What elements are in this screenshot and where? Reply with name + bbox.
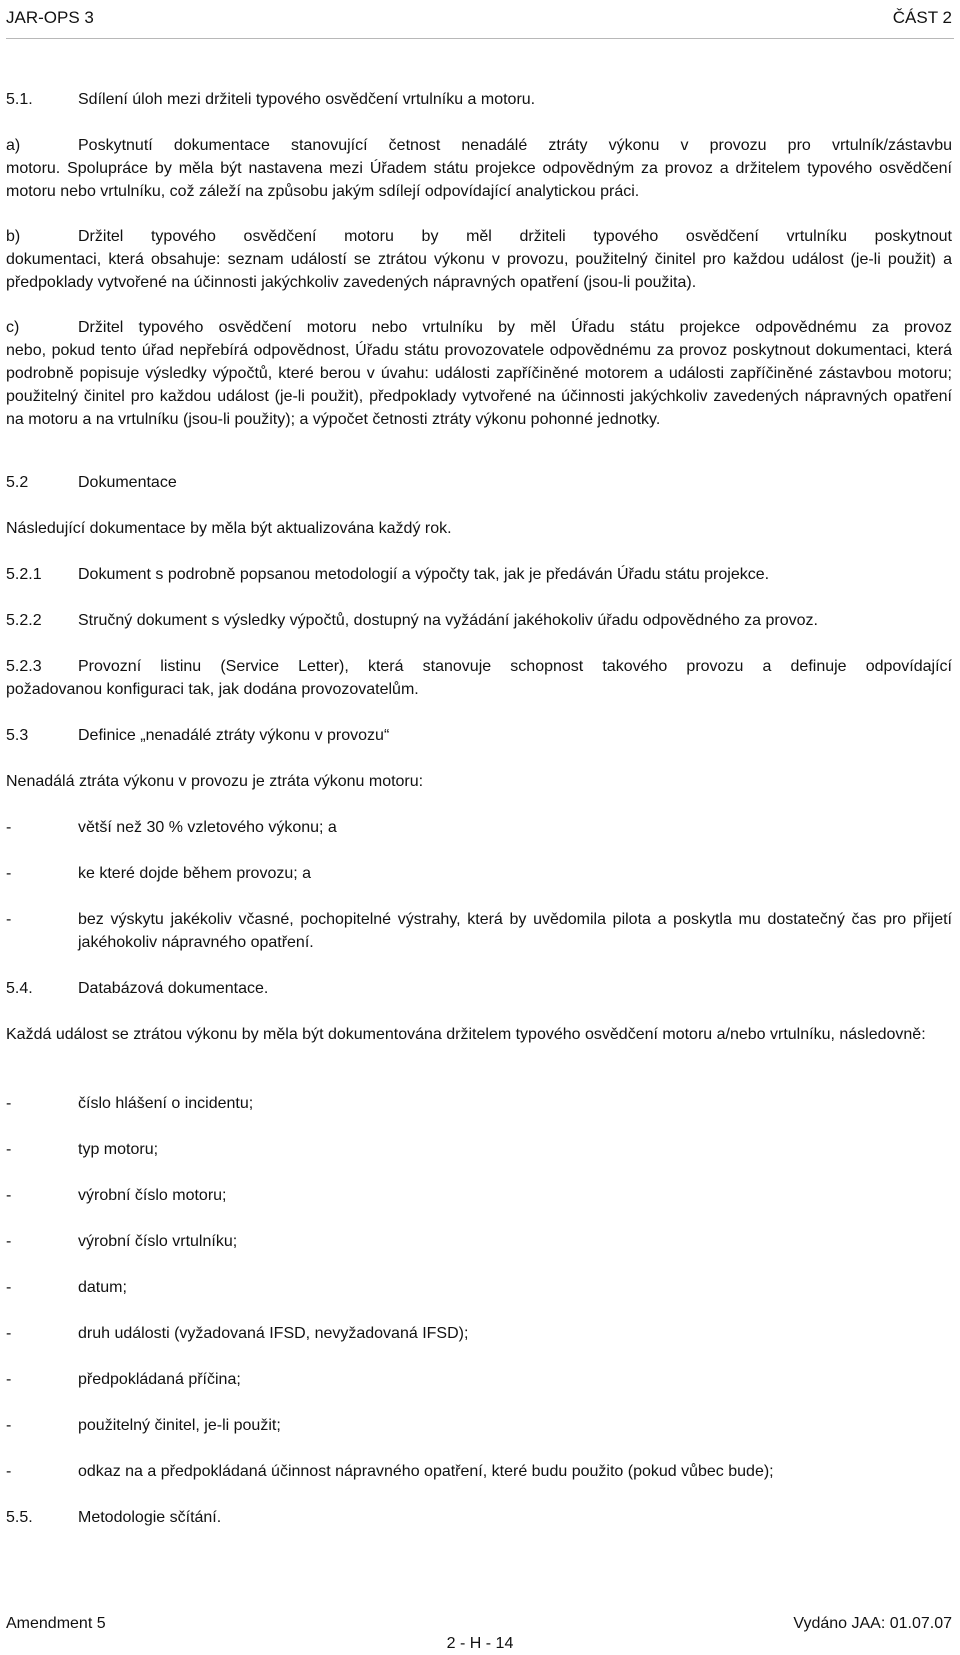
page-header — [6, 4, 954, 39]
list-item-text: bez výskytu jakékoliv včasné, pochopitelné výstrahy, která by uvědomila pilota a poskytla mu dostatečný čas pro přijetí jakéhokoliv nápravného opatření. — [78, 911, 952, 951]
section-text: požadovanou konfiguraci tak, jak dodána provozovatelům. — [6, 681, 419, 698]
section-text: Dokument s podrobně popsanou metodologií a výpočty tak, jak je předáván Úřadu státu projekce. — [78, 566, 770, 583]
list-dash: - — [6, 1279, 12, 1296]
section-number: 5.1. — [6, 91, 33, 108]
section-5-2-intro: Následující dokumentace by měla být aktualizována každý rok. — [6, 520, 452, 537]
section-title: Sdílení úloh mezi držiteli typového osvědčení vrtulníku a motoru. — [78, 91, 536, 108]
list-item-text: datum; — [78, 1279, 127, 1296]
list-dash: - — [6, 1187, 12, 1204]
paragraph-text: nebo, pokud tento úřad nepřebírá odpovědnost, Úřadu státu provozovatele odpovědnému za provoz poskytnout dokumentaci, která podrobně popisuje výsledky výpočtů, které berou v úvahu: události zapříčiněné motorem a události zapříčiněné zástavbou motoru; použitelný činitel pro každou událost (je-li použit), předpoklady vytvořené na účinnosti jakýchkoliv zavedených nápravných opatření na motoru a na vrtulníku (jsou-li použity); a výpočet četnosti ztráty výkonu pohonné jednotky. — [6, 342, 952, 428]
section-5-2-2 — [6, 609, 952, 632]
paragraph-a — [6, 134, 952, 203]
paragraph-label: b) — [6, 228, 21, 245]
list-item — [6, 1276, 952, 1299]
paragraph-label: a) — [6, 137, 21, 154]
section-5-2-heading — [6, 471, 952, 494]
list-dash: - — [6, 1233, 12, 1250]
paragraph-text: motoru. Spolupráce by měla být nastavena mezi Úřadem státu projekce odpovědným za provoz a držitelem typového osvědčení motoru nebo vrtulníku, což záleží na způsobu jakým sdílejí odpovídající analytickou práci. — [6, 160, 952, 200]
section-number: 5.4. — [6, 980, 33, 997]
list-item — [6, 1184, 952, 1207]
list-item — [6, 1138, 952, 1161]
section-first-line: Provozní listinu (Service Letter), která stanovuje schopnost takového provozu a definuje odpovídající — [78, 658, 952, 675]
list-dash: - — [6, 819, 12, 836]
section-number: 5.5. — [6, 1509, 33, 1526]
list-dash: - — [6, 865, 12, 882]
section-number: 5.2.2 — [6, 612, 42, 629]
list-dash: - — [6, 1371, 12, 1388]
paragraph-b — [6, 225, 952, 294]
list-item-text: typ motoru; — [78, 1141, 159, 1158]
section-number: 5.2.1 — [6, 566, 42, 583]
section-text: Stručný dokument s výsledky výpočtů, dostupný na vyžádání jakéhokoliv úřadu odpovědného za provoz. — [78, 612, 818, 629]
paragraph-first-line: Držitel typového osvědčení motoru by měl držiteli typového osvědčení vrtulníku poskytnout — [78, 228, 952, 245]
list-item-text: použitelný činitel, je-li použit; — [78, 1417, 281, 1434]
paragraph-first-line: Držitel typového osvědčení motoru nebo vrtulníku by měl Úřadu státu projekce odpovědnému za provoz — [78, 319, 952, 336]
section-5-1-heading — [6, 88, 952, 111]
header-part: ČÁST 2 — [892, 8, 952, 27]
header-doc-id: JAR-OPS 3 — [6, 8, 94, 27]
list-item — [6, 908, 952, 954]
paragraph-label: c) — [6, 319, 20, 336]
list-item-text: odkaz na a předpokládaná účinnost nápravného opatření, které budu použito (pokud vůbec bude); — [78, 1463, 774, 1480]
list-item — [6, 1092, 952, 1115]
list-item — [6, 1460, 952, 1483]
section-5-2-1 — [6, 563, 952, 586]
section-number: 5.2.3 — [6, 658, 42, 675]
section-title: Metodologie sčítání. — [78, 1509, 222, 1526]
list-item — [6, 1368, 952, 1391]
paragraph-first-line: Poskytnutí dokumentace stanovující četnost nenadálé ztráty výkonu v provozu pro vrtulník/zástavbu — [78, 137, 952, 154]
footer-issue-date: Vydáno JAA: 01.07.07 — [793, 1615, 952, 1632]
paragraph-text: dokumentaci, která obsahuje: seznam událostí se ztrátou výkonu v provozu, použitelný činitel pro každou událost (je-li použit) a předpoklady vytvořené na účinnosti jakýchkoliv zavedených nápravných opatření (jsou-li použita). — [6, 251, 952, 291]
section-title: Definice „nenadálé ztráty výkonu v provozu“ — [78, 727, 390, 744]
list-item-text: výrobní číslo vrtulníku; — [78, 1233, 238, 1250]
list-dash: - — [6, 911, 12, 928]
list-dash: - — [6, 1141, 12, 1158]
list-item-text: číslo hlášení o incidentu; — [78, 1095, 254, 1112]
list-item — [6, 1322, 952, 1345]
list-item — [6, 1414, 952, 1437]
section-5-4-intro: Každá událost se ztrátou výkonu by měla být dokumentována držitelem typového osvědčení motoru a/nebo vrtulníku, následovně: — [6, 1026, 926, 1043]
list-item — [6, 1230, 952, 1253]
list-item-text: druh události (vyžadovaná IFSD, nevyžadovaná IFSD); — [78, 1325, 469, 1342]
list-item-text: ke které dojde během provozu; a — [78, 865, 312, 882]
section-5-4-heading — [6, 977, 952, 1000]
list-dash: - — [6, 1325, 12, 1342]
section-5-2-3 — [6, 655, 952, 701]
list-dash: - — [6, 1463, 12, 1480]
list-dash: - — [6, 1095, 12, 1112]
section-title: Databázová dokumentace. — [78, 980, 269, 997]
footer-amendment: Amendment 5 — [6, 1615, 106, 1632]
section-title: Dokumentace — [78, 474, 177, 491]
list-dash: - — [6, 1417, 12, 1434]
list-item-text: předpokládaná příčina; — [78, 1371, 241, 1388]
paragraph-c — [6, 316, 952, 431]
section-5-3-heading — [6, 724, 952, 747]
section-5-3-intro: Nenadálá ztráta výkonu v provozu je ztráta výkonu motoru: — [6, 773, 424, 790]
list-item — [6, 862, 952, 885]
section-5-5-heading — [6, 1506, 952, 1529]
section-number: 5.3 — [6, 727, 29, 744]
list-item — [6, 816, 952, 839]
footer-page-number: 2 - H - 14 — [446, 1635, 514, 1652]
section-number: 5.2 — [6, 474, 29, 491]
list-item-text: větší než 30 % vzletového výkonu; a — [78, 819, 337, 836]
list-item-text: výrobní číslo motoru; — [78, 1187, 227, 1204]
